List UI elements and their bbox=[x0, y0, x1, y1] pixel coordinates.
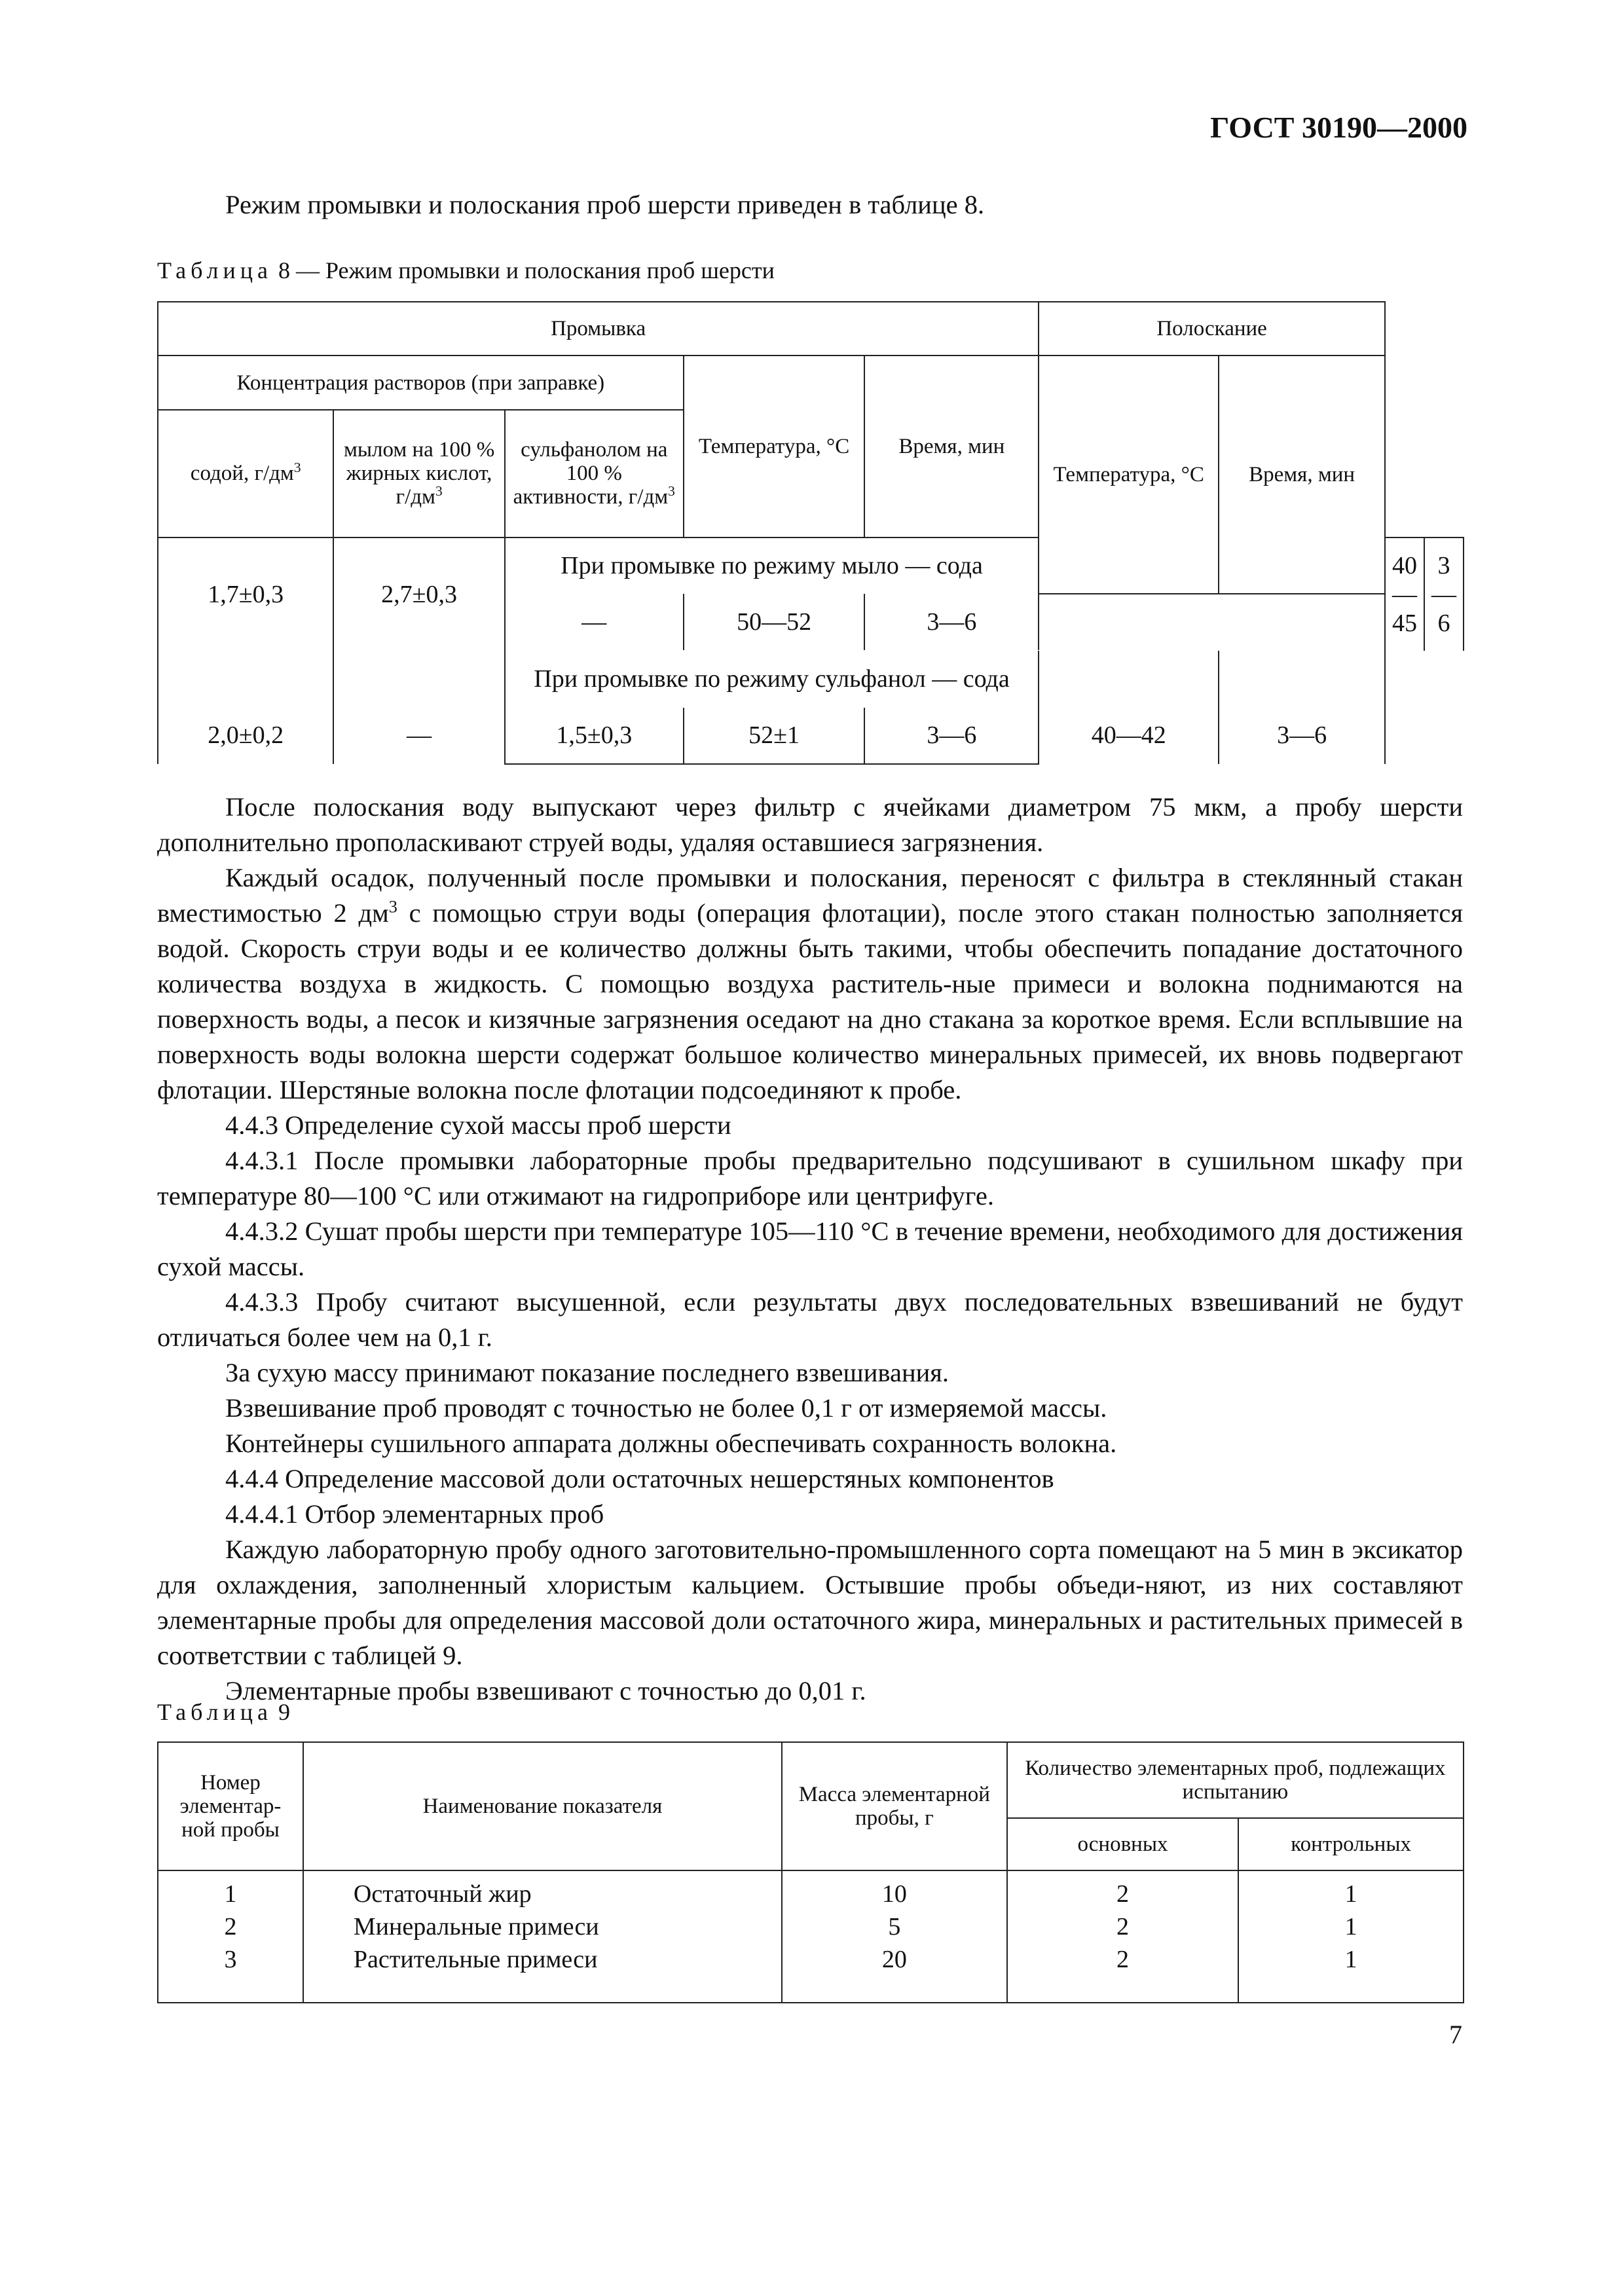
indicator-name-header: Наименование показателя bbox=[303, 1742, 782, 1870]
soda-header-label: содой, г/дм bbox=[190, 462, 294, 486]
table-row-2-control: 1 bbox=[1344, 1913, 1357, 1941]
table-row-3-name: Растительные примеси bbox=[353, 1946, 598, 1973]
row2-soap: — bbox=[333, 651, 504, 764]
mode2-label: При промывке по режиму сульфанол — сода bbox=[534, 665, 1010, 693]
table-row-1-control: 1 bbox=[1344, 1880, 1357, 1908]
table9-caption bbox=[157, 1698, 290, 1726]
row2-sulfanol: 1,5±0,3 bbox=[505, 708, 684, 764]
main-samples-header: основных bbox=[1007, 1818, 1239, 1870]
intro-paragraph: Режим промывки и полоскания проб шерсти приведен в таблице 8. bbox=[225, 190, 985, 219]
table8-caption-text: 8 — Режим промывки и полоскания проб шерсти bbox=[272, 257, 775, 283]
soap-header-sup: 3 bbox=[435, 483, 443, 500]
concentration-header: Концентрация растворов (при заправке) bbox=[158, 355, 684, 409]
flotation-text-end: с помощью струи воды (операция флотации), после этого стакан полностью заполняется водой. Скорость струи воды и ее количество должны быть такими, чтобы обеспечить попадание достаточного количества воздуха в жидкость. С помощью воздуха раститель-ные примеси и волокна поднимаются на поверхность воды, а песок и кизячные загрязнения оседают на дно стакана за короткое время. Если всплывшие на поверхность воды волокна шерсти содержат большое количество минеральных примесей, их вновь подвергают флотации. Шерстяные волокна после флотации подсоединяют к пробе. bbox=[157, 898, 1463, 1104]
flotation-text-start: Каждый осадок, полученный после промывки и полоскания, переносят с фильтра в стеклянный стакан вместимостью 2 дм bbox=[157, 863, 1463, 928]
table-row-2-number: 2 bbox=[224, 1913, 237, 1941]
section-4-4-3-3: 4.4.3.3 Пробу считают высушенной, если результаты двух последовательных взвешиваний не будут отличаться более чем на 0,1 г. bbox=[157, 1287, 1463, 1352]
row2-wash-temperature: 52±1 bbox=[684, 708, 865, 764]
table-row-2-mass: 5 bbox=[888, 1913, 901, 1941]
paragraph-containers: Контейнеры сушильного аппарата должны обеспечивать сохранность волокна. bbox=[225, 1429, 1117, 1458]
rinse-time-header: Время, мин bbox=[1219, 355, 1385, 594]
paragraph-each-sample: Каждую лабораторную пробу одного заготовительно-промышленного сорта помещают на 5 мин в эксикатор для охлаждения, заполненный хлористым кальцием. Остывшие пробы объеди-няют, из них составляют элементарные пробы для определения массовой доли остаточного жира, минеральных и растительных примесей в соответствии с таблицей 9. bbox=[157, 1535, 1463, 1670]
paragraph-dry-mass: За сухую массу принимают показание последнего взвешивания. bbox=[225, 1358, 949, 1387]
section-4-4-4-1: 4.4.4.1 Отбор элементарных проб bbox=[225, 1499, 604, 1529]
table-row-2-main: 2 bbox=[1116, 1913, 1129, 1941]
rinse-temperature-header: Температура, °С bbox=[1039, 355, 1219, 594]
group-wash-header: Промывка bbox=[158, 302, 1039, 355]
page-number: 7 bbox=[1449, 2020, 1462, 2049]
table9 bbox=[157, 1741, 1464, 2003]
wash-temperature-header: Температура, °С bbox=[684, 355, 865, 537]
sulfanol-header bbox=[505, 410, 684, 538]
table-row-1-name: Остаточный жир bbox=[353, 1880, 532, 1908]
row1-soda: 1,7±0,3 bbox=[158, 538, 333, 651]
soap-header bbox=[333, 410, 504, 538]
sample-count-header: Количество элементарных проб, подлежащих испытанию bbox=[1007, 1742, 1464, 1818]
paragraph-weighing: Взвешивание проб проводят с точностью не более 0,1 г от измеряемой массы. bbox=[225, 1393, 1107, 1423]
section-4-4-3-1: 4.4.3.1 После промывки лабораторные пробы предварительно подсушивают в сушильном шкафу при температуре 80—100 °С или отжимают на гидроприборе или центрифуге. bbox=[157, 1146, 1463, 1211]
sample-number-header: Номер элементар-ной пробы bbox=[158, 1742, 303, 1870]
table-row-3-control: 1 bbox=[1344, 1946, 1357, 1973]
sample-numbers bbox=[158, 1870, 303, 2003]
row1-sulfanol: — bbox=[505, 594, 684, 650]
row1-rinse-time: 3—6 bbox=[1424, 538, 1464, 651]
table-row-3-number: 3 bbox=[224, 1946, 237, 1973]
main-counts bbox=[1007, 1870, 1239, 2003]
row2-rinse-time: 3—6 bbox=[1219, 651, 1385, 764]
table-row-1-number: 1 bbox=[224, 1880, 237, 1908]
sample-mass-header: Масса элементарной пробы, г bbox=[782, 1742, 1007, 1870]
paragraph-elementary-weighing: Элементарные пробы взвешивают с точностью до 0,01 г. bbox=[225, 1676, 866, 1705]
sample-masses bbox=[782, 1870, 1007, 2003]
row1-soap: 2,7±0,3 bbox=[333, 538, 504, 651]
document-header: ГОСТ 30190—2000 bbox=[1210, 111, 1467, 144]
flotation-sup: 3 bbox=[388, 897, 397, 917]
row1-wash-time: 3—6 bbox=[864, 594, 1039, 650]
table-row-3-mass: 20 bbox=[881, 1946, 907, 1973]
indicator-names bbox=[303, 1870, 782, 2003]
section-4-4-3-2: 4.4.3.2 Сушат пробы шерсти при температуре 105—110 °С в течение времени, необходимого для достижения сухой массы. bbox=[157, 1216, 1463, 1281]
soda-header-sup: 3 bbox=[293, 460, 301, 476]
table8-caption bbox=[157, 257, 775, 284]
soda-header bbox=[158, 410, 333, 538]
row2-wash-time: 3—6 bbox=[864, 708, 1039, 764]
section-4-4-3: 4.4.3 Определение сухой массы проб шерсти bbox=[225, 1110, 731, 1140]
mode1-label: При промывке по режиму мыло — сода bbox=[505, 538, 1039, 594]
table8-caption-word: Таблица bbox=[157, 257, 272, 283]
row1-rinse-temperature: 40—45 bbox=[1385, 538, 1424, 651]
paragraph-flotation bbox=[157, 860, 1463, 1108]
paragraph-rinse-filter: После полоскания воду выпускают через фильтр с ячейками диаметром 75 мкм, а пробу шерсти дополнительно прополаскивают струей воды, удаляя оставшиеся загрязнения. bbox=[157, 792, 1463, 857]
sulfanol-header-sup: 3 bbox=[668, 483, 675, 500]
control-samples-header: контрольных bbox=[1238, 1818, 1464, 1870]
table-row-2-name: Минеральные примеси bbox=[353, 1913, 599, 1941]
row1-wash-temperature: 50—52 bbox=[684, 594, 865, 650]
table-row-1-mass: 10 bbox=[881, 1880, 907, 1908]
section-4-4-4: 4.4.4 Определение массовой доли остаточных нешерстяных компонентов bbox=[225, 1464, 1054, 1493]
table-row-1-main: 2 bbox=[1116, 1880, 1129, 1908]
sulfanol-header-label: сульфанолом на 100 % активности, г/дм bbox=[513, 438, 669, 509]
wash-time-header: Время, мин bbox=[864, 355, 1039, 537]
table8 bbox=[157, 301, 1464, 765]
row2-rinse-temperature: 40—42 bbox=[1039, 651, 1219, 764]
group-rinse-header: Полоскание bbox=[1039, 302, 1385, 355]
soap-header-label: мылом на 100 % жирных кислот, г/дм bbox=[343, 438, 495, 509]
row2-soda: 2,0±0,2 bbox=[158, 651, 333, 764]
table9-caption-word: Таблица bbox=[157, 1699, 272, 1725]
table9-caption-text: 9 bbox=[272, 1699, 290, 1725]
control-counts bbox=[1238, 1870, 1464, 2003]
table-row-3-main: 2 bbox=[1116, 1946, 1129, 1973]
